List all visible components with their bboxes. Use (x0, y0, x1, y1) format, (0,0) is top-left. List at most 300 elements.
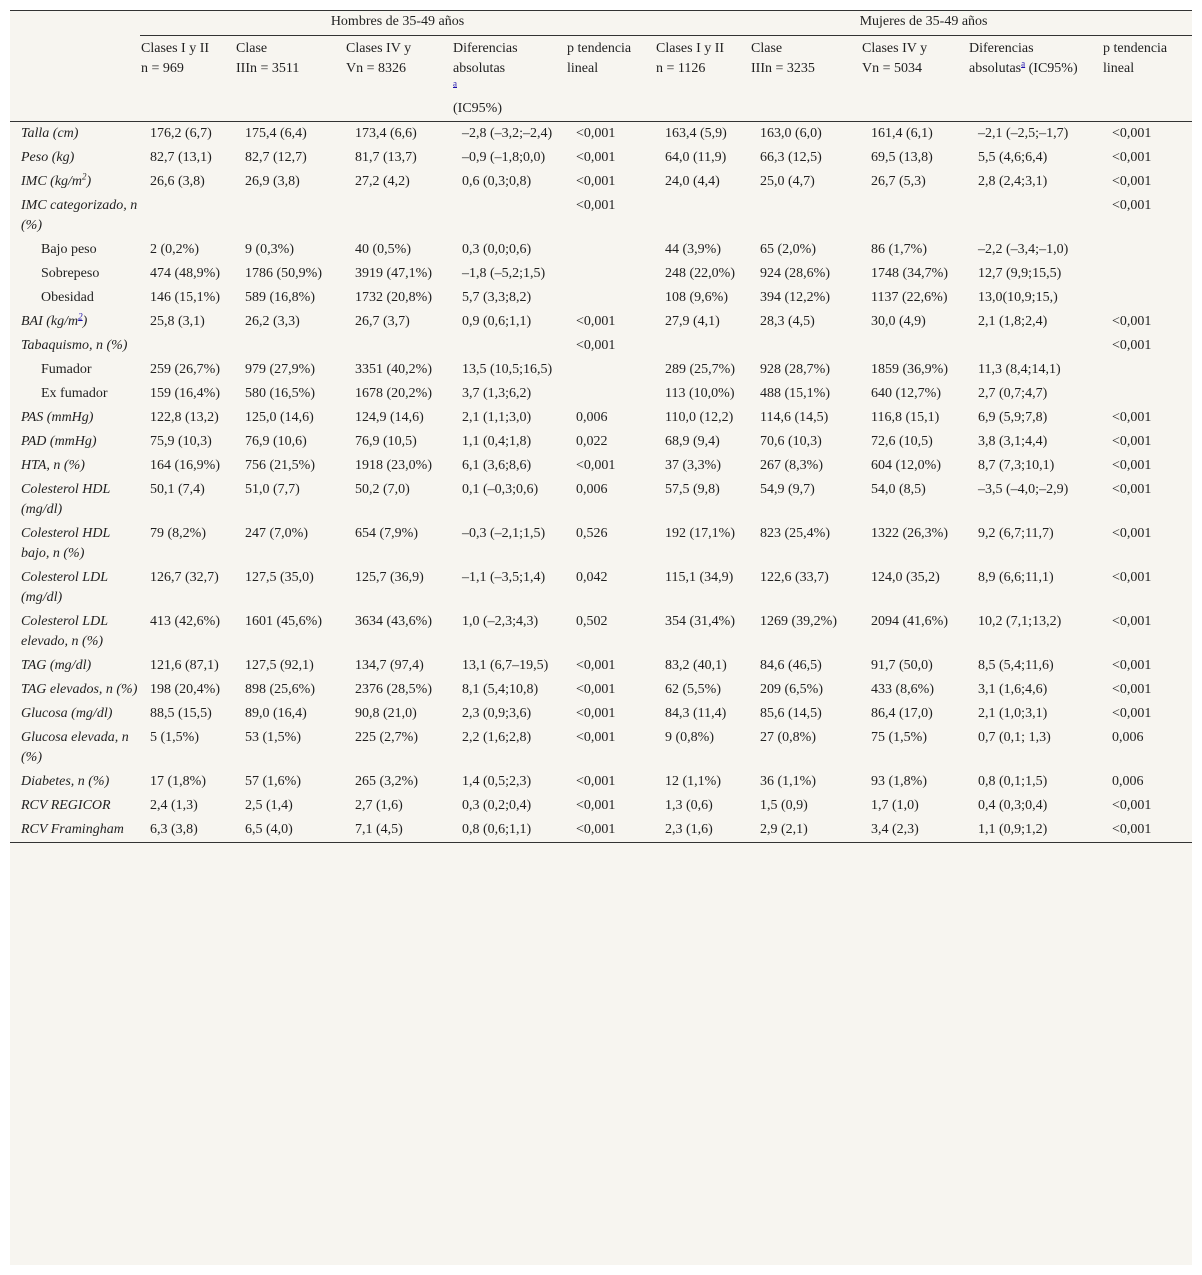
table-cell: 2,3 (1,6) (655, 818, 750, 843)
table-cell: 126,7 (32,7) (150, 570, 219, 585)
row-label: Tabaquismo, n (%) (21, 338, 128, 353)
col-women-class-4-5: Clases IV y Vn = 5034 (861, 36, 968, 122)
table-cell (452, 194, 566, 238)
footnote-link[interactable]: a (1021, 58, 1026, 69)
col-women-class-3: Clase IIIn = 3235 (750, 36, 861, 122)
row-label: Diabetes, n (%) (21, 774, 110, 789)
col-women-p-trend: p tendencia lineal (1102, 36, 1192, 122)
row-label: TAG (mg/dl) (21, 658, 92, 673)
table-cell: 36 (1,1%) (760, 774, 817, 789)
table-cell (1102, 382, 1192, 406)
table-cell: 26,6 (3,8) (150, 174, 205, 189)
table-cell: 86,4 (17,0) (871, 706, 933, 721)
table-cell: 209 (6,5%) (760, 682, 824, 697)
table-cell: 91,7 (50,0) (871, 658, 933, 673)
table-cell: –2,8 (–3,2;–2,4) (462, 126, 553, 141)
table-cell: 64,0 (11,9) (665, 150, 727, 165)
table-cell: 2094 (41,6%) (871, 614, 949, 629)
table-cell: <0,001 (1112, 150, 1152, 165)
table-cell: 8,7 (7,3;10,1) (978, 458, 1055, 473)
table-cell: <0,001 (576, 174, 616, 189)
table-cell: 85,6 (14,5) (760, 706, 822, 721)
table-cell: 2,1 (1,0;3,1) (978, 706, 1048, 721)
table-cell: 3919 (47,1%) (355, 266, 432, 281)
table-cell: 88,5 (15,5) (150, 706, 212, 721)
row-label: BAI $(kg/m^2)$ (21, 311, 88, 329)
table-cell: 1,1 (0,4;1,8) (462, 434, 532, 449)
table-cell: –1,1 (–3,5;1,4) (462, 570, 546, 585)
table-cell: 1601 (45,6%) (245, 614, 322, 629)
table-cell: 76,9 (10,5) (355, 434, 417, 449)
group-header-row (10, 11, 1192, 36)
table-cell: 159 (16,4%) (150, 386, 220, 401)
table-cell: 176,2 (6,7) (150, 126, 212, 141)
table-cell: 173,4 (6,6) (355, 126, 417, 141)
col-men-abs-diff: Diferencias absolutas $^a$ (IC95%) (452, 36, 566, 122)
table-cell: 1786 (50,9%) (245, 266, 322, 281)
table-cell: 26,2 (3,3) (245, 314, 300, 329)
table-cell (750, 334, 861, 358)
table-cell: 2376 (28,5%) (355, 682, 432, 697)
table-cell: 26,7 (3,7) (355, 314, 410, 329)
table-cell: 12 (1,1%) (665, 774, 722, 789)
table-cell: 127,5 (35,0) (245, 570, 314, 585)
table-cell: 26,9 (3,8) (245, 174, 300, 189)
table-cell: 175,4 (6,4) (245, 126, 307, 141)
table-cell: 114,6 (14,5) (760, 410, 829, 425)
table-cell: 0,502 (576, 614, 608, 629)
table-row (10, 818, 1192, 843)
table-cell: 2,9 (2,1) (750, 818, 861, 843)
table-cell: 122,8 (13,2) (150, 410, 219, 425)
table-cell: 6,5 (4,0) (235, 818, 345, 843)
col-men-p-trend: p tendencia lineal (566, 36, 655, 122)
table-cell: 69,5 (13,8) (871, 150, 933, 165)
table-cell: 134,7 (97,4) (355, 658, 424, 673)
table-cell: 13,0(10,9;15,) (978, 290, 1058, 305)
table-cell: 110,0 (12,2) (665, 410, 734, 425)
table-cell: <0,001 (1112, 682, 1152, 697)
row-label: IMC $(kg/m^2)$ (21, 171, 92, 189)
table-cell: 823 (25,4%) (760, 526, 831, 541)
table-cell: 0,4 (0,3;0,4) (978, 798, 1048, 813)
table-row (10, 678, 1192, 702)
table-cell (235, 194, 345, 238)
table-cell (566, 358, 655, 382)
table-cell (861, 194, 968, 238)
table-cell: 2,7 (0,7;4,7) (978, 386, 1048, 401)
table-cell: 1322 (26,3%) (871, 526, 949, 541)
table-cell: <0,001 (576, 126, 616, 141)
table-cell (566, 382, 655, 406)
table-cell (655, 194, 750, 238)
table-cell: 604 (12,0%) (871, 458, 942, 473)
table-cell: 474 (48,9%) (150, 266, 220, 281)
table-cell: 354 (31,4%) (665, 614, 736, 629)
table-cell: 25,0 (4,7) (760, 174, 815, 189)
table-row (10, 430, 1192, 454)
table-cell: <0,001 (576, 658, 616, 673)
table-row (10, 286, 1192, 310)
table-cell: 3351 (40,2%) (355, 362, 432, 377)
row-label: Colesterol HDL (mg/dl) (21, 482, 111, 517)
table-cell: 0,7 (0,1; 1,3) (978, 730, 1051, 745)
table-cell (1102, 358, 1192, 382)
table-cell: 0,006 (576, 482, 608, 497)
table-body (10, 122, 1192, 843)
table-cell: 27 (0,8%) (760, 730, 817, 745)
table-cell (968, 194, 1102, 238)
table-row (10, 454, 1192, 478)
table-cell: 72,6 (10,5) (871, 434, 933, 449)
table-cell: 0,8 (0,6;1,1) (452, 818, 566, 843)
table-cell (1102, 262, 1192, 286)
table-cell: <0,001 (1112, 526, 1152, 541)
table-cell: 0,526 (576, 526, 608, 541)
table-cell (140, 194, 235, 238)
table-cell: 0,006 (1112, 730, 1144, 745)
table-cell: 84,3 (11,4) (665, 706, 727, 721)
table-cell: 82,7 (12,7) (245, 150, 307, 165)
table-cell: 8,1 (5,4;10,8) (462, 682, 539, 697)
row-label: Obesidad (41, 290, 94, 305)
table-cell: <0,001 (1112, 458, 1152, 473)
table-cell: 394 (12,2%) (760, 290, 831, 305)
table-cell: 68,9 (9,4) (665, 434, 720, 449)
women-group-header: Mujeres de 35-49 años (655, 11, 1192, 36)
table-cell: 76,9 (10,6) (245, 434, 307, 449)
table-cell (235, 334, 345, 358)
table-cell: 124,9 (14,6) (355, 410, 424, 425)
table-cell: 0,3 (0,0;0,6) (462, 242, 532, 257)
table-cell: 248 (22,0%) (665, 266, 736, 281)
table-cell: 0,022 (576, 434, 608, 449)
table-cell: 70,6 (10,3) (760, 434, 822, 449)
table-cell: 124,0 (35,2) (871, 570, 940, 585)
table-cell: 163,0 (6,0) (760, 126, 822, 141)
table-cell: 1678 (20,2%) (355, 386, 432, 401)
table-cell: 0,042 (576, 570, 608, 585)
table-cell (566, 262, 655, 286)
table-cell: 89,0 (16,4) (245, 706, 307, 721)
table-cell: 127,5 (92,1) (245, 658, 314, 673)
table-cell: –0,3 (–2,1;1,5) (462, 526, 546, 541)
table-cell: 3,7 (1,3;6,2) (462, 386, 532, 401)
table-cell: <0,001 (576, 198, 616, 213)
row-label: RCV Framingham (10, 818, 140, 843)
col-women-class-1-2: Clases I y II n = 1126 (655, 36, 750, 122)
table-cell: 2,5 (1,4) (245, 798, 293, 813)
table-row (10, 702, 1192, 726)
row-label: Fumador (41, 362, 92, 377)
table-cell: 0,8 (0,1;1,5) (978, 774, 1048, 789)
empty-label-header (10, 36, 140, 122)
table-cell: 13,5 (10,5;16,5) (462, 362, 553, 377)
table-cell: 27,9 (4,1) (665, 314, 720, 329)
table-cell: 0,9 (0,6;1,1) (462, 314, 532, 329)
table-cell: 17 (1,8%) (150, 774, 206, 789)
table-row (10, 770, 1192, 794)
table-cell: 928 (28,7%) (760, 362, 831, 377)
row-label: Colesterol HDL bajo, n (%) (21, 526, 111, 561)
table-cell: –3,5 (–4,0;–2,9) (978, 482, 1069, 497)
table-cell: 0,006 (1112, 774, 1144, 789)
table-cell: 8,9 (6,6;11,1) (978, 570, 1054, 585)
table-cell: 75 (1,5%) (871, 730, 928, 745)
table-cell: 25,8 (3,1) (150, 314, 205, 329)
table-cell (1102, 286, 1192, 310)
table-cell: 83,2 (40,1) (665, 658, 727, 673)
table-cell: <0,001 (576, 338, 616, 353)
table-cell: 1748 (34,7%) (871, 266, 949, 281)
table-cell: <0,001 (576, 730, 616, 745)
table-row (10, 194, 1192, 238)
table-cell: 289 (25,7%) (665, 362, 736, 377)
table-cell (345, 194, 452, 238)
table-row (10, 726, 1192, 770)
table-cell: <0,001 (576, 682, 616, 697)
table-row (10, 794, 1192, 818)
table-cell: 979 (27,9%) (245, 362, 315, 377)
table-cell: 84,6 (46,5) (760, 658, 822, 673)
table-cell: –1,8 (–5,2;1,5) (462, 266, 546, 281)
table-cell: 9,2 (6,7;11,7) (978, 526, 1054, 541)
table-cell: <0,001 (1112, 798, 1152, 813)
table-cell: 640 (12,7%) (871, 386, 942, 401)
table-cell (1102, 238, 1192, 262)
table-cell: 122,6 (33,7) (760, 570, 829, 585)
table-cell: 192 (17,1%) (665, 526, 736, 541)
table-cell: 267 (8,3%) (760, 458, 824, 473)
table-cell: 2,8 (2,4;3,1) (978, 174, 1048, 189)
table-cell: 54,0 (8,5) (871, 482, 926, 497)
table-cell: 2,1 (1,8;2,4) (978, 314, 1048, 329)
table-cell: 62 (5,5%) (665, 682, 722, 697)
row-label: Glucosa elevada, n (%) (21, 730, 129, 765)
table-cell: 24,0 (4,4) (665, 174, 720, 189)
table-row (10, 654, 1192, 678)
table-cell: 589 (16,8%) (245, 290, 315, 305)
table-cell: 10,2 (7,1;13,2) (978, 614, 1062, 629)
table-cell: 2,2 (1,6;2,8) (462, 730, 532, 745)
table-cell: 66,3 (12,5) (760, 150, 822, 165)
table-row (10, 382, 1192, 406)
table-cell: 5,7 (3,3;8,2) (462, 290, 532, 305)
table-cell: 0,6 (0,3;0,8) (462, 174, 532, 189)
table-cell: <0,001 (1102, 818, 1192, 843)
row-label: PAD (mmHg) (21, 434, 97, 449)
table-cell: 82,7 (13,1) (150, 150, 212, 165)
table-cell: 50,1 (7,4) (150, 482, 205, 497)
table-cell: 28,3 (4,5) (760, 314, 815, 329)
table-cell: 2,7 (1,6) (355, 798, 403, 813)
table-row (10, 262, 1192, 286)
table-cell: 654 (7,9%) (355, 526, 418, 541)
table-cell: 27,2 (4,2) (355, 174, 410, 189)
table-cell: 7,1 (4,5) (345, 818, 452, 843)
table-cell (345, 334, 452, 358)
table-cell: 9 (0,3%) (245, 242, 294, 257)
table-cell: 65 (2,0%) (760, 242, 817, 257)
row-label: Glucosa (mg/dl) (21, 706, 113, 721)
table-cell: 26,7 (5,3) (871, 174, 926, 189)
table-cell: 1,1 (0,9;1,2) (968, 818, 1102, 843)
table-cell: 44 (3,9%) (665, 242, 722, 257)
table-cell (140, 334, 235, 358)
table-cell: <0,001 (1112, 658, 1152, 673)
table-cell: 30,0 (4,9) (871, 314, 926, 329)
table-cell: 93 (1,8%) (871, 774, 928, 789)
table-cell: <0,001 (576, 314, 616, 329)
table-cell: 9 (0,8%) (665, 730, 715, 745)
table-cell: 146 (15,1%) (150, 290, 220, 305)
table-cell: 0,006 (576, 410, 608, 425)
footnote-link[interactable]: 2 (78, 311, 83, 322)
table-cell: <0,001 (1112, 706, 1152, 721)
table-cell: 1269 (39,2%) (760, 614, 838, 629)
row-label: Colesterol LDL (mg/dl) (21, 570, 108, 605)
table-cell: 1,3 (0,6) (665, 798, 713, 813)
table-cell: 898 (25,6%) (245, 682, 315, 697)
table-cell: 259 (26,7%) (150, 362, 220, 377)
row-label: Bajo peso (41, 242, 97, 257)
table-cell: <0,001 (1112, 314, 1152, 329)
table-cell: 580 (16,5%) (245, 386, 315, 401)
table-cell (861, 334, 968, 358)
row-label: RCV REGICOR (21, 798, 111, 813)
table-cell: 11,3 (8,4;14,1) (978, 362, 1061, 377)
table-cell: 0,1 (–0,3;0,6) (462, 482, 539, 497)
table-cell (750, 194, 861, 238)
table-row (10, 522, 1192, 566)
table-cell (566, 286, 655, 310)
table-cell: 247 (7,0%) (245, 526, 308, 541)
table-cell: <0,001 (576, 458, 616, 473)
table-cell: <0,001 (1112, 570, 1152, 585)
table-cell (968, 334, 1102, 358)
table-cell: 79 (8,2%) (150, 526, 206, 541)
row-label: Ex fumador (41, 386, 108, 401)
table-cell: 1,0 (–2,3;4,3) (462, 614, 539, 629)
table-cell: 5 (1,5%) (150, 730, 199, 745)
table-cell: 113 (10,0%) (665, 386, 735, 401)
table-cell: 3,4 (2,3) (861, 818, 968, 843)
table-row (10, 566, 1192, 610)
table-cell: 161,4 (6,1) (871, 126, 933, 141)
table-cell: 75,9 (10,3) (150, 434, 212, 449)
table-cell: 2,3 (0,9;3,6) (462, 706, 532, 721)
table-cell: 125,7 (36,9) (355, 570, 424, 585)
col-men-class-4-5: Clases IV y Vn = 8326 (345, 36, 452, 122)
table-cell: <0,001 (576, 774, 616, 789)
table-cell: 1,4 (0,5;2,3) (462, 774, 532, 789)
row-label: Peso (kg) (21, 150, 75, 165)
table-cell: <0,001 (1112, 174, 1152, 189)
table-cell: 6,1 (3,6;8,6) (462, 458, 532, 473)
table-cell: 12,7 (9,9;15,5) (978, 266, 1062, 281)
table-cell: 54,9 (9,7) (760, 482, 815, 497)
col-women-abs-diff: Diferencias absolutas$^a$ (IC95%) (968, 36, 1102, 122)
table-cell: <0,001 (576, 150, 616, 165)
table-cell (566, 238, 655, 262)
table-cell: 90,8 (21,0) (355, 706, 417, 721)
table-cell: <0,001 (1112, 614, 1152, 629)
table-cell: <0,001 (576, 706, 616, 721)
table-cell: 164 (16,9%) (150, 458, 220, 473)
table-cell: –2,1 (–2,5;–1,7) (978, 126, 1069, 141)
table-cell: 116,8 (15,1) (871, 410, 940, 425)
table-cell: 57,5 (9,8) (665, 482, 720, 497)
table-row (10, 170, 1192, 194)
table-cell: 433 (8,6%) (871, 682, 935, 697)
table-cell: 13,1 (6,7–19,5) (462, 658, 549, 673)
table-cell: 57 (1,6%) (245, 774, 301, 789)
table-row (10, 406, 1192, 430)
table-cell: <0,001 (576, 798, 616, 813)
footnote-link[interactable]: a (453, 78, 457, 89)
col-men-class-3: Clase IIIn = 3511 (235, 36, 345, 122)
table-cell: 1732 (20,8%) (355, 290, 432, 305)
table-cell: <0,001 (1112, 482, 1152, 497)
table-cell: –0,9 (–1,8;0,0) (462, 150, 546, 165)
table-cell: 81,7 (13,7) (355, 150, 417, 165)
table-cell: 1859 (36,9%) (871, 362, 949, 377)
table-cell: 0,3 (0,2;0,4) (462, 798, 532, 813)
table-row (10, 610, 1192, 654)
table-cell (655, 334, 750, 358)
table-cell: 2 (0,2%) (150, 242, 199, 257)
table-cell: 8,5 (5,4;11,6) (978, 658, 1054, 673)
row-label: Talla (cm) (21, 126, 79, 141)
table-cell: 1,5 (0,9) (760, 798, 808, 813)
table-cell: 115,1 (34,9) (665, 570, 734, 585)
table-cell: <0,001 (1112, 126, 1152, 141)
table-cell: 1,7 (1,0) (871, 798, 919, 813)
table-cell: 86 (1,7%) (871, 242, 928, 257)
table-row (10, 310, 1192, 334)
table-cell: 3,1 (1,6;4,6) (978, 682, 1048, 697)
table-cell: 1918 (23,0%) (355, 458, 432, 473)
table-cell: 121,6 (87,1) (150, 658, 219, 673)
table-cell: 2,1 (1,1;3,0) (462, 410, 532, 425)
row-label: Colesterol LDL elevado, n (%) (21, 614, 108, 649)
table-cell: <0,001 (1112, 198, 1152, 213)
table-container (10, 10, 1192, 1265)
table-cell: 413 (42,6%) (150, 614, 220, 629)
table-cell: <0,001 (1112, 434, 1152, 449)
row-label: TAG elevados, n (%) (21, 682, 138, 697)
table-cell: 2,4 (1,3) (150, 798, 198, 813)
table-cell: <0,001 (566, 818, 655, 843)
col-men-class-1-2: Clases I y II n = 969 (140, 36, 235, 122)
table-cell: 53 (1,5%) (245, 730, 301, 745)
row-label: IMC categorizado, n (%) (21, 198, 138, 233)
table-cell: <0,001 (1112, 338, 1152, 353)
row-label: Sobrepeso (41, 266, 100, 281)
men-group-header: Hombres de 35-49 años (140, 11, 655, 36)
data-table (10, 10, 1192, 843)
table-cell: 488 (15,1%) (760, 386, 831, 401)
table-cell: 6,3 (3,8) (140, 818, 235, 843)
table-row (10, 146, 1192, 170)
row-label: HTA, n (%) (21, 458, 85, 473)
table-cell: 756 (21,5%) (245, 458, 315, 473)
table-cell: 6,9 (5,9;7,8) (978, 410, 1048, 425)
table-cell: 924 (28,6%) (760, 266, 831, 281)
table-row (10, 478, 1192, 522)
table-cell: 108 (9,6%) (665, 290, 729, 305)
table-cell: <0,001 (1112, 410, 1152, 425)
